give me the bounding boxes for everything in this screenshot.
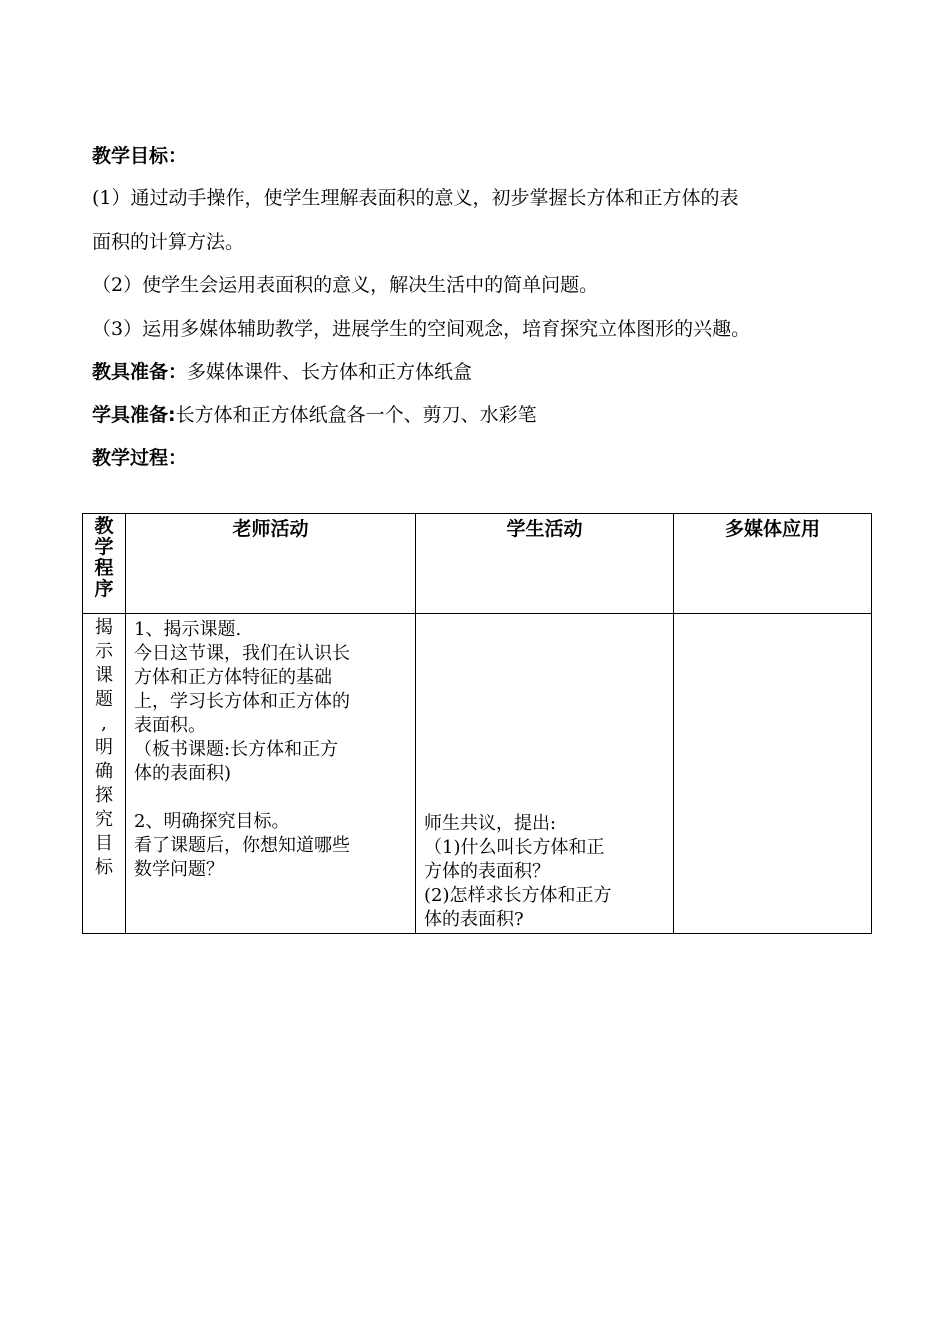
table-row	[83, 614, 872, 934]
objectives-title: 教学目标：	[92, 145, 188, 167]
stage-cell: 揭 示 课 题 , 明 确 探 究 目 标	[83, 614, 126, 934]
table-header-row	[83, 514, 872, 614]
objective-item-1-line-1: (1）通过动手操作，使学生理解表面积的意义，初步掌握长方体和正方体的表	[92, 187, 739, 209]
teaching-tools	[92, 360, 472, 384]
learning-tools-value: 长方体和正方体纸盒各一个、剪刀、水彩笔	[175, 404, 537, 426]
media-application-cell	[674, 614, 872, 934]
learning-tools-label: 学具准备:	[92, 404, 176, 426]
teaching-tools-label: 教具准备：	[92, 361, 188, 383]
teacher-activity-cell: 1、揭示课题. 今日这节课，我们在认识长 方体和正方体特征的基础 上，学习长方体和正方体的 表面积。 （板书课题:长方体和正方 体的表面积) 2、明确探究目标。 看了课题后，你想知道哪些 数学问题？	[126, 614, 416, 934]
student-activity-cell: 师生共议，提出: （1)什么叫长方体和正 方体的表面积？ (2)怎样求长方体和正方 体的表面积?	[416, 614, 674, 934]
teaching-tools-value: 多媒体课件、长方体和正方体纸盒	[187, 361, 473, 383]
header-stage: 教 学 程 序	[83, 514, 126, 614]
header-teacher-activity: 老师活动	[126, 514, 416, 614]
header-media-application: 多媒体应用	[674, 514, 872, 614]
objective-item-2: （2）使学生会运用表面积的意义，解决生活中的简单问题。	[92, 274, 599, 296]
lesson-plan-table	[82, 513, 872, 934]
objective-item-1-line-2: 面积的计算方法。	[92, 231, 245, 253]
header-student-activity: 学生活动	[416, 514, 674, 614]
objective-item-3: （3）运用多媒体辅助教学，进展学生的空间观念，培育探究立体图形的兴趣。	[92, 318, 751, 340]
process-title: 教学过程：	[92, 447, 188, 469]
learning-tools	[92, 403, 537, 427]
